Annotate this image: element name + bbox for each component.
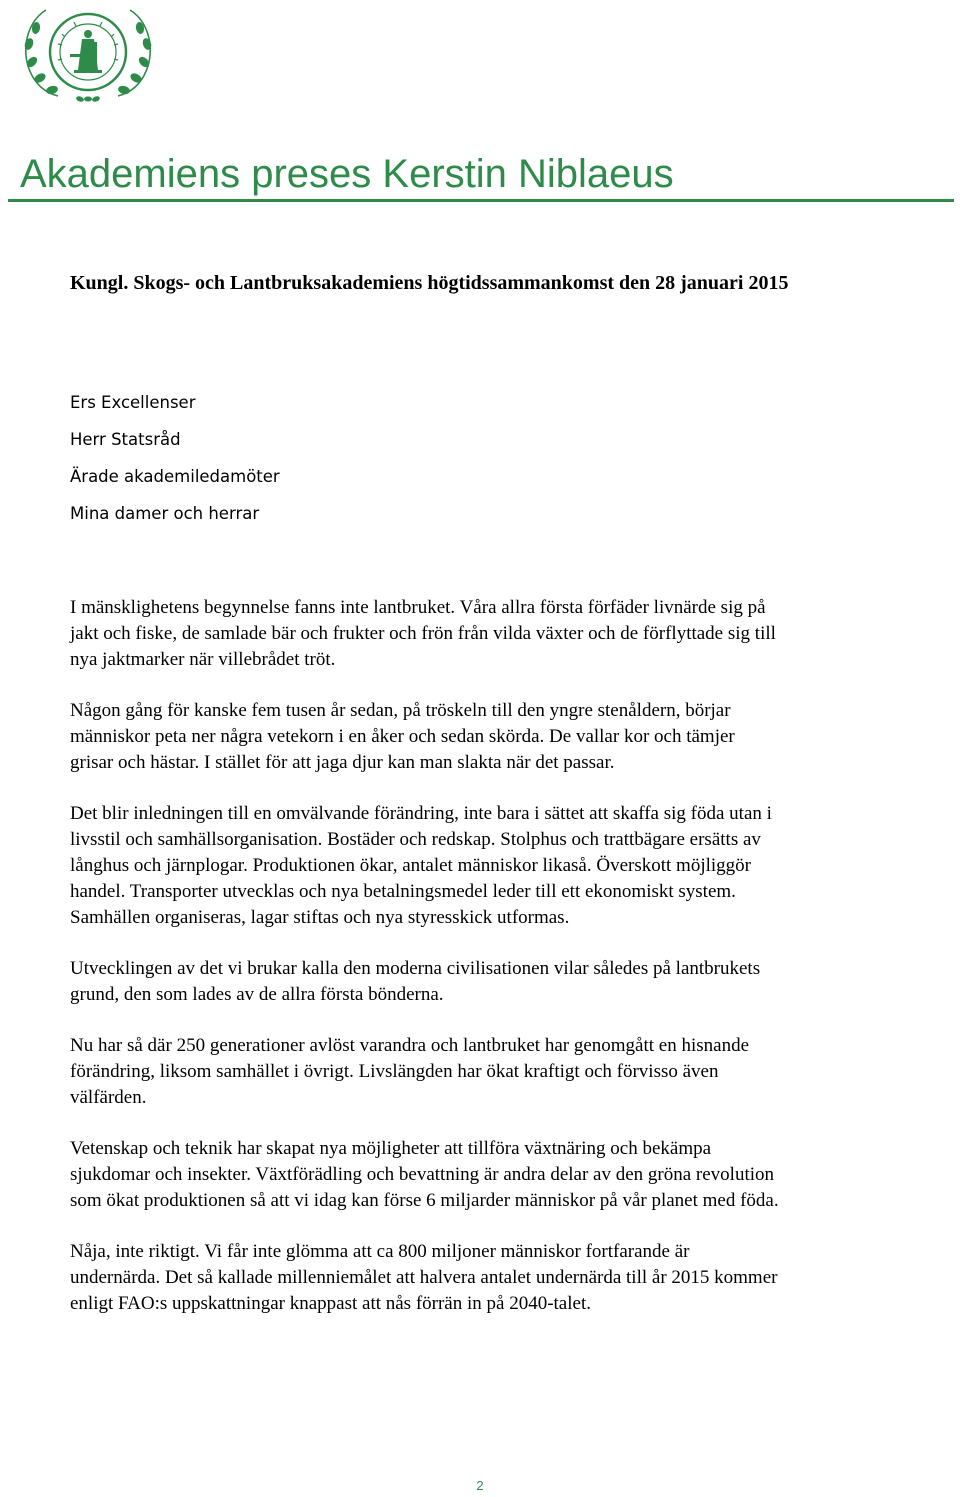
salutation-line: Herr Statsråd (70, 430, 181, 449)
salutation-line: Ers Excellenser (70, 393, 196, 412)
text-line: handel. Transporter utvecklas och nya betalningsmedel leder till ett ekonomiskt system. (70, 881, 736, 902)
text-line: Nåja, inte riktigt. Vi får inte glömma att ca 800 miljoner människor fortfarande är (70, 1241, 690, 1262)
text-line: Utvecklingen av det vi brukar kalla den moderna civilisationen vilar således på lantbrukets (70, 958, 761, 979)
text-line: jakt och fiske, de samlade bär och frukter och frön från vilda växter och de förflyttade sig till (70, 623, 776, 644)
text-line: grund, den som lades av de allra första bönderna. (70, 984, 444, 1005)
text-line: enligt FAO:s uppskattningar knappast att nås förrän in på 2040-talet. (70, 1293, 591, 1314)
text-line: grisar och hästar. I stället för att jaga djur kan man slakta när det passar. (70, 752, 615, 773)
text-line: som ökat produktionen så att vi idag kan förse 6 miljarder människor på vår planet med föda. (70, 1190, 779, 1211)
text-line: Någon gång för kanske fem tusen år sedan, på tröskeln till den yngre stenåldern, börjar (70, 700, 731, 721)
speech-paragraph (70, 1033, 920, 1111)
speech-paragraph (70, 956, 920, 1008)
text-line: människor peta ner några vetekorn i en åker och sedan skörda. De vallar kor och tämjer (70, 726, 735, 747)
page-number: 2 (476, 1478, 484, 1493)
text-line: livsstil och samhällsorganisation. Bostäder och redskap. Stolphus och trattbägare ersätts av (70, 829, 761, 850)
speech-paragraph (70, 698, 920, 776)
text-line: Samhällen organiseras, lagar stiftas och nya styresskick utformas. (70, 907, 570, 928)
text-line: välfärden. (70, 1087, 147, 1108)
text-line: I mänsklighetens begynnelse fanns inte lantbruket. Våra allra första förfäder livnärde sig på (70, 597, 766, 618)
text-line: långhus och järnplogar. Produktionen ökar, antalet människor likaså. Överskott möjliggör (70, 855, 751, 876)
speech-paragraph (70, 801, 920, 931)
title-divider (8, 199, 954, 202)
text-line: nya jaktmarker när villebrådet tröt. (70, 649, 336, 670)
salutation-line: Ärade akademiledamöter (70, 467, 280, 486)
text-line: undernärda. Det så kallade millenniemålet att halvera antalet undernärda till år 2015 kommer (70, 1267, 778, 1288)
speech-paragraph (70, 1239, 920, 1317)
speech-body (70, 595, 920, 1317)
text-line: förändring, liksom samhället i övrigt. Livslängden har ökat kraftigt och förvisso även (70, 1061, 719, 1082)
academy-seal-logo (18, 4, 158, 110)
salutation-list (70, 384, 280, 532)
event-subtitle: Kungl. Skogs- och Lantbruksakademiens högtidssammankomst den 28 januari 2015 (70, 272, 789, 294)
document-title: Akademiens preses Kerstin Niblaeus (20, 152, 674, 196)
text-line: Nu har så där 250 generationer avlöst varandra och lantbruket har genomgått en hisnande (70, 1035, 749, 1056)
text-line: sjukdomar och insekter. Växtförädling och bevattning är andra delar av den gröna revolution (70, 1164, 775, 1185)
speech-paragraph (70, 595, 920, 673)
text-line: Det blir inledningen till en omvälvande förändring, inte bara i sättet att skaffa sig föda utan i (70, 803, 772, 824)
speech-paragraph (70, 1136, 920, 1214)
text-line: Vetenskap och teknik har skapat nya möjligheter att tillföra växtnäring och bekämpa (70, 1138, 712, 1159)
salutation-line: Mina damer och herrar (70, 504, 260, 523)
